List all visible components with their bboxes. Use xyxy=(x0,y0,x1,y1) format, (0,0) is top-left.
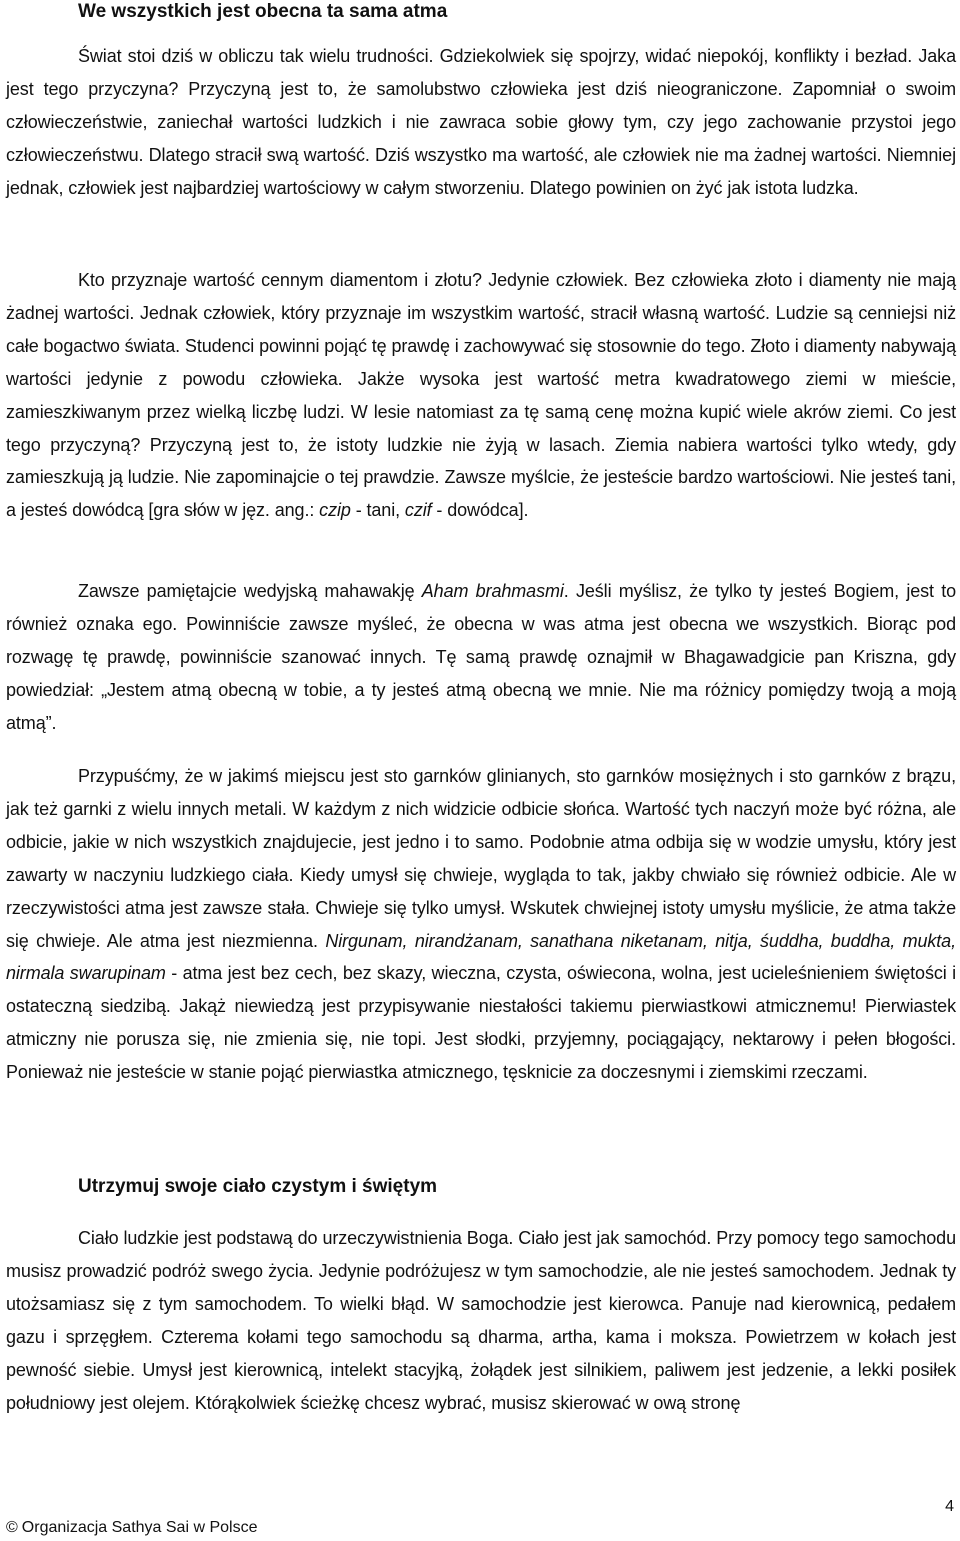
paragraph-4-text-b: - atma jest bez cech, bez skazy, wieczna, czysta, oświecona, wolna, jest ucieleśnieniem świętości i ostateczną siedzibą. Jakąż niewiedzą jest przypisywanie niestałości takiemu pierwiastkowi atmicznemu! Pierwiastek atmiczny nie porusza się, nie zmienia się, nie topi. Jest słodki, przyjemny, pociągający, nektarowy i pełen błogości. Ponieważ nie jesteście w stanie pojąć pierwiastka atmicznego, tęsknicie za doczesnymi i ziemskimi rzeczami. xyxy=(6,963,956,1083)
paragraph-5: Ciało ludzkie jest podstawą do urzeczywistnienia Boga. Ciało jest jak samochód. Przy pomocy tego samochodu musisz prowadzić podróż swego życia. Jedynie podróżujesz w tym samochodzie, ale nie jesteś samochodem. Jednak ty utożsamiasz się z tym samochodem. To wielki błąd. W samochodzie jest kierowca. Panuje nad kierownicą, pedałem gazu i sprzęgłem. Czterema kołami tego samochodu są dharma, artha, kama i moksza. Powietrzem w kołach jest pewność siebie. Umysł jest kierownicą, intelekt stacyjką, żołądek jest silnikiem, paliwem jest jedzenie, a lekki posiłek południowy jest olejem. Którąkolwiek ścieżkę chcesz wybrać, musisz skierować w ową stronę xyxy=(6,1228,956,1413)
footer-copyright xyxy=(6,1518,257,1538)
paragraph-2-text-a: Kto przyznaje wartość cennym diamentom i złotu? Jedynie człowiek. Bez człowieka złoto i diamenty nie mają żadnej wartości. Jednak człowiek, który przyznaje im wszystkim wartość, stracił własną wartość. Ludzie są cenniejsi niż całe bogactwo świata. Studenci powinni pojąć tę prawdę i zachowywać się stosownie do tego. Złoto i diamenty nabywają wartości jedynie z powodu człowieka. Jakże wysoka jest wartość metra kwadratowego ziemi w mieście, zamieszkiwanym przez wielką liczbę ludzi. W lesie natomiast za tę samą cenę można kupić wiele akrów ziemi. Co jest tego przyczyną? Przyczyną jest to, że istoty ludzkie nie żyją w lasach. Ziemia nabiera wartości tylko wtedy, gdy zamieszkują ją ludzie. Nie zapominajcie o tej prawdzie. Zawsze myślcie, że jesteście bardzo wartościowi. Nie jesteś tani, a jesteś dowódcą [gra słów w jęz. ang.: xyxy=(6,270,956,521)
paragraph-3-text-b: . Jeśli myślisz, że tylko ty jesteś Bogiem, jest to również oznaka ego. Powinniście zawsze myśleć, że obecna w was atma jest obecna we wszystkich. Biorąc pod rozwagę tę prawdę, powinniście szanować innych. Tę samą prawdę oznajmił w Bhagawadgicie pan Kriszna, gdy powiedział: „Jestem atmą obecną w tobie, a ty jesteś atmą obecną we mnie. Nie ma różnicy pomiędzy twoją a moją atmą”. xyxy=(6,581,957,733)
copyright-icon: © xyxy=(6,1519,18,1536)
paragraph-2-italic-czip: czip xyxy=(319,500,351,521)
paragraph-4 xyxy=(6,760,956,1089)
footer-organization: Organizacja Sathya Sai w Polsce xyxy=(21,1519,258,1536)
paragraph-3-italic-aham: Aham brahmasmi xyxy=(421,581,564,601)
paragraph-4-text-a: Przypuśćmy, że w jakimś miejscu jest sto garnków glinianych, sto garnków mosiężnych i sto garnków z brązu, jak też garnki z wielu innych metali. W każdym z nich widzicie odbicie słońca. Wartość tych naczyń może być różna, ale odbicie, jakie w nich wszystkich znajdujecie, jest jedno i to samo. Podobnie atma odbija się w wodzie umysłu, który jest zawarty w naczyniu ludzkiego ciała. Kiedy umysł się chwieje, wygląda to tak, jakby chwiało się również odbicie. Ale w rzeczywistości atma jest zawsze stała. Chwieje się tylko umysł. Wskutek chwiejnej istoty umysłu myślicie, że atma także się chwieje. Ale atma jest niezmienna. xyxy=(6,766,956,951)
paragraph-2-text-c: - dowódca]. xyxy=(431,500,529,521)
section-heading-atma: We wszystkich jest obecna ta sama atma xyxy=(78,1,448,22)
paragraph-2-text-b: - tani, xyxy=(350,500,405,521)
page-number: 4 xyxy=(945,1498,954,1515)
paragraph-4-italic-nirgunam: Nirgunam, nirandżanam, sanathana niketanam, nitja, śuddha, buddha, mukta, nirmala swarupinam xyxy=(6,930,956,984)
paragraph-2 xyxy=(6,264,956,527)
paragraph-2-italic-czif: czif xyxy=(404,500,432,521)
section-heading-body: Utrzymuj swoje ciało czystym i świętym xyxy=(78,1176,438,1197)
paragraph-1: Świat stoi dziś w obliczu tak wielu trudności. Gdziekolwiek się spojrzy, widać niepokój, konflikty i bezład. Jaka jest tego przyczyna? Przyczyną jest to, że samolubstwo człowieka jest dziś nieograniczone. Zapomniał o swoim człowieczeństwie, zaniechał wartości ludzkich i nie zawraca sobie głowy tym, czy jego zachowanie przystoi jego człowieczeństwu. Dlatego stracił swą wartość. Dziś wszystko ma wartość, ale człowiek nie ma żadnej wartości. Niemniej jednak, człowiek jest najbardziej wartościowy w całym stworzeniu. Dlatego powinien on żyć jak istota ludzka. xyxy=(6,46,956,198)
paragraph-3-text-a: Zawsze pamiętajcie wedyjską mahawakję xyxy=(78,581,422,601)
paragraph-3 xyxy=(6,575,956,740)
